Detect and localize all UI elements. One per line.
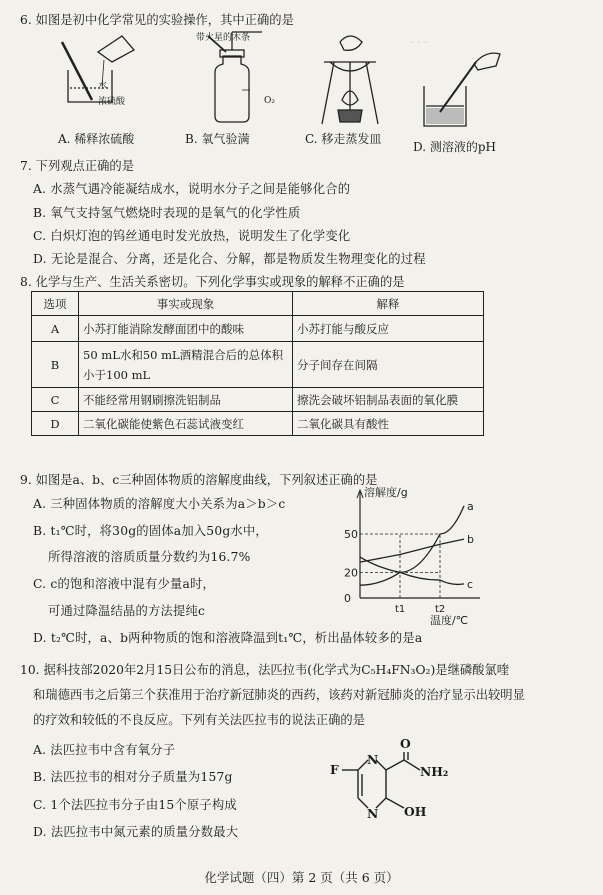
- q6-option-a: A. 稀释浓硫酸: [58, 132, 135, 146]
- q7-option-b: B. 氧气支持氢气燃烧时表现的是氧气的化学性质: [33, 206, 301, 220]
- q9-stem: 9. 如图是a、b、c三种固体物质的溶解度曲线，下列叙述正确的是: [20, 473, 378, 487]
- favipiravir-structure: [320, 736, 450, 852]
- page-footer: 化学试题（四）第 2 页（共 6 页）: [204, 870, 399, 885]
- q8-row-d-key: D: [32, 412, 79, 436]
- q7-option-a: A. 水蒸气遇冷能凝结成水，说明水分子之间是能够化合的: [33, 182, 351, 196]
- q10-option-b: B. 法匹拉韦的相对分子质量为157g: [33, 770, 233, 784]
- q8-row-b-fact: 50 mL水和50 mL酒精混合后的总体积小于100 mL: [79, 342, 293, 388]
- q10-stem-line1: 10. 据科技部2020年2月15日公布的消息，法匹拉韦(化学式为C₅H₄FN₃O₂)是继磷酸氯喹: [20, 663, 510, 677]
- q6-acid-label: 浓硫酸: [98, 97, 126, 107]
- ph-test-icon: [424, 53, 500, 126]
- series-a-label: a: [467, 499, 474, 513]
- q10-option-a: A. 法匹拉韦中含有氧分子: [33, 743, 176, 757]
- q6-water-label: 水: [98, 81, 108, 91]
- y-axis-label: 溶解度/g: [364, 486, 408, 499]
- q8-row-b-key: B: [32, 342, 79, 388]
- x-tick-label: t2: [435, 604, 446, 615]
- table-row: [32, 316, 484, 342]
- q8-row-d-explanation: 二氧化碳具有酸性: [293, 412, 484, 436]
- atom-o: O: [400, 736, 411, 751]
- table-row: [32, 412, 484, 436]
- series-c-line: [360, 557, 464, 584]
- table-row: [32, 388, 484, 412]
- atom-f: F: [330, 762, 339, 777]
- q6-option-b: B. 氧气验满: [185, 132, 250, 146]
- q6-option-c: C. 移走蒸发皿: [305, 132, 382, 146]
- q10-option-d: D. 法匹拉韦中氮元素的质量分数最大: [33, 825, 239, 839]
- series-b-line: [360, 539, 464, 562]
- chart-axes: [357, 490, 480, 598]
- q8-stem: 8. 化学与生产、生活关系密切。下列化学事实或现象的解释不正确的是: [20, 275, 405, 289]
- q8-row-b-explanation: 分子间存在间隔: [293, 342, 484, 388]
- q8-row-c-fact: 不能经常用钢刷擦洗铝制品: [79, 388, 293, 412]
- q9-option-c-cont: 可通过降温结晶的方法提纯c: [48, 604, 206, 618]
- solubility-chart: [318, 486, 488, 627]
- q9-option-b: B. t₁℃时，将30g的固体a加入50g水中，: [33, 524, 268, 538]
- q6-stem: 6. 如图是初中化学常见的实验操作，其中正确的是: [20, 13, 294, 27]
- q8-row-d-fact: 二氧化碳能使紫色石蕊试液变红: [79, 412, 293, 436]
- q9-option-d: D. t₂℃时，a、b两种物质的饱和溶液降温到t₁℃，析出晶体较多的是a: [33, 631, 423, 645]
- q7-option-c: C. 白炽灯泡的钨丝通电时发光放热，说明发生了化学变化: [33, 229, 351, 243]
- q8-table: [31, 291, 484, 436]
- q6-option-d: D. 测溶液的pH: [413, 140, 496, 154]
- q6-stick-label: 带火星的木条: [196, 33, 251, 43]
- q8-row-c-key: C: [32, 388, 79, 412]
- q8-header-option: 选项: [32, 292, 79, 316]
- q8-row-a-key: A: [32, 316, 79, 342]
- q6-o2-label: O₂: [264, 96, 275, 106]
- q10-option-c: C. 1个法匹拉韦分子由15个原子构成: [33, 798, 237, 812]
- table-row: [32, 342, 484, 388]
- y-tick-label: 20: [344, 566, 358, 580]
- series-b-label: b: [467, 533, 474, 547]
- q8-row-c-explanation: 擦洗会破坏铝制品表面的氧化膜: [293, 388, 484, 412]
- gas-bottle-icon: [208, 32, 262, 122]
- q10-stem-line3: 的疗效和较低的不良反应。下列有关法匹拉韦的说法正确的是: [33, 713, 366, 727]
- q8-header-fact: 事实或现象: [79, 292, 293, 316]
- evaporating-dish-icon: [322, 36, 378, 124]
- series-c-label: c: [467, 577, 474, 591]
- q9-option-a: A. 三种固体物质的溶解度大小关系为a＞b＞c: [33, 497, 286, 511]
- q10-stem-line2: 和瑞德西韦之后第三个获准用于治疗新冠肺炎的西药，该药对新冠肺炎的治疗显示出较明显: [33, 688, 525, 702]
- q9-option-b-cont: 所得溶液的溶质质量分数约为16.7%: [48, 550, 251, 564]
- group-oh: OH: [404, 804, 427, 819]
- q8-row-a-explanation: 小苏打能与酸反应: [293, 316, 484, 342]
- series-a-line: [360, 506, 464, 585]
- y-tick-label: 0: [344, 592, 351, 605]
- q8-header-explanation: 解释: [293, 292, 484, 316]
- q7-stem: 7. 下列观点正确的是: [20, 159, 135, 173]
- atom-n1: N: [367, 752, 379, 767]
- y-tick-label: 50: [344, 528, 358, 541]
- q8-row-a-fact: 小苏打能消除发酵面团中的酸味: [79, 316, 293, 342]
- q9-option-c: C. c的饱和溶液中混有少量a时，: [33, 577, 215, 591]
- bleed-through-text: · · ·: [410, 36, 428, 49]
- group-nh2: NH₂: [420, 764, 449, 779]
- x-tick-label: t1: [395, 604, 406, 615]
- atom-n2: N: [367, 806, 379, 821]
- x-axis-label: 温度/℃: [430, 614, 469, 627]
- q7-option-d: D. 无论是混合、分离，还是化合、分解，都是物质发生物理变化的过程: [33, 252, 426, 266]
